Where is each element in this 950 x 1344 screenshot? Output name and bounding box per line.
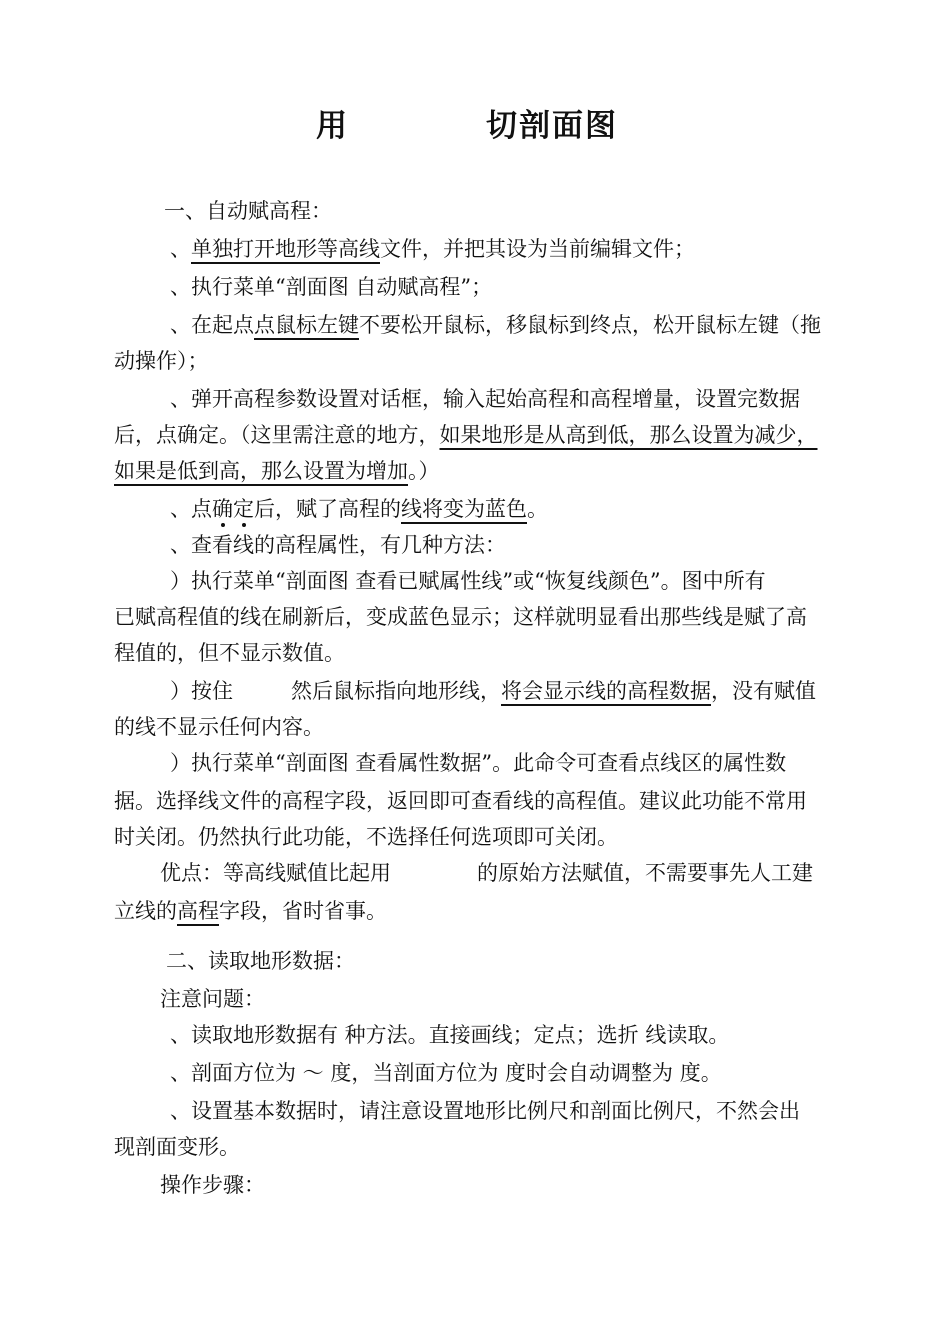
underlined-text: 高程 [177, 899, 219, 923]
title-left: 用 [316, 108, 349, 144]
paragraph-line: 据。选择线文件的高程字段，返回即可查看线的高程值。建议此功能不常用 [114, 789, 807, 813]
section-heading: 一、自动赋高程： [164, 199, 332, 223]
paragraph-line: 、设置基本数据时，请注意设置地形比例尺和剖面比例尺，不然会出 [170, 1099, 800, 1123]
paragraph-line [160, 858, 813, 888]
paragraph-line: 已赋高程值的线在刷新后，变成蓝色显示；这样就明显看出那些线是赋了高 [114, 605, 807, 629]
paragraph-line [114, 420, 818, 450]
text: 然后鼠标指向地形线， [291, 679, 501, 703]
subheading: 操作步骤： [160, 1173, 265, 1197]
paragraph-line [170, 494, 548, 524]
paragraph-line: 、读取地形数据有 种方法。直接画线；定点；选折 线读取。 [170, 1023, 730, 1047]
paragraph-line [114, 456, 440, 486]
underlined-text: 线将变为蓝色 [401, 497, 527, 521]
paragraph-line [170, 234, 695, 264]
subheading: 注意问题： [160, 987, 265, 1011]
underlined-text: 单独打开地形等高线 [191, 237, 380, 261]
text: 、点 [170, 497, 212, 521]
paragraph-line [170, 310, 821, 340]
text: ，没有赋值 [711, 679, 816, 703]
text: 后，赋了高程的 [254, 497, 401, 521]
text: 文件，并把其设为当前编辑文件； [380, 237, 695, 261]
text: 。） [408, 459, 440, 483]
paragraph-line: 时关闭。仍然执行此功能，不选择任何选项即可关闭。 [114, 825, 618, 849]
title-right: 切剖面图 [486, 108, 618, 144]
paragraph-line [170, 676, 816, 706]
paragraph-line: 的线不显示任何内容。 [114, 715, 324, 739]
text: 后，点确定。（这里需注意的地方， [114, 423, 440, 447]
paragraph-line: 、查看线的高程属性，有几种方法： [170, 533, 506, 557]
underlined-text: 如果地形是从高到低，那么设置为减少， [439, 423, 818, 447]
text: 、在起点 [170, 313, 254, 337]
text: 字段，省时省事。 [219, 899, 387, 923]
text: 。 [527, 497, 548, 521]
paragraph-line: 、执行菜单“剖面图 自动赋高程”； [170, 275, 493, 299]
paragraph-line [114, 896, 387, 926]
underlined-text: 将会显示线的高程数据 [501, 679, 711, 703]
section-heading: 二、读取地形数据： [166, 949, 355, 973]
paragraph-line: 现剖面变形。 [114, 1135, 240, 1159]
text: 的原始方法赋值，不需要事先人工建 [477, 861, 813, 885]
emphasis-dot-text: 定 [233, 497, 254, 521]
paragraph-line: 、弹开高程参数设置对话框，输入起始高程和高程增量，设置完数据 [170, 387, 800, 411]
emphasis-dot-text: 确 [212, 497, 233, 521]
page-title [0, 100, 950, 144]
paragraph-line: ）执行菜单“剖面图 查看属性数据”。此命令可查看点线区的属性数 [170, 751, 787, 775]
text: 立线的 [114, 899, 177, 923]
text: 优点：等高线赋值比起用 [160, 861, 391, 885]
text: 不要松开鼠标，移鼠标到终点，松开鼠标左键（拖 [359, 313, 821, 337]
paragraph-line: 程值的，但不显示数值。 [114, 641, 345, 665]
paragraph-line: 动操作）； [114, 349, 209, 373]
underlined-text: 点鼠标左键 [254, 313, 359, 337]
paragraph-line: ）执行菜单“剖面图 查看已赋属性线”或“恢复线颜色”。图中所有 [170, 569, 766, 593]
text: ）按住 [170, 679, 233, 703]
text: 、 [170, 237, 191, 261]
paragraph-line: 、剖面方位为 ～ 度，当剖面方位为 度时会自动调整为 度。 [170, 1061, 722, 1085]
underlined-text: 如果是低到高，那么设置为增加 [114, 459, 408, 483]
